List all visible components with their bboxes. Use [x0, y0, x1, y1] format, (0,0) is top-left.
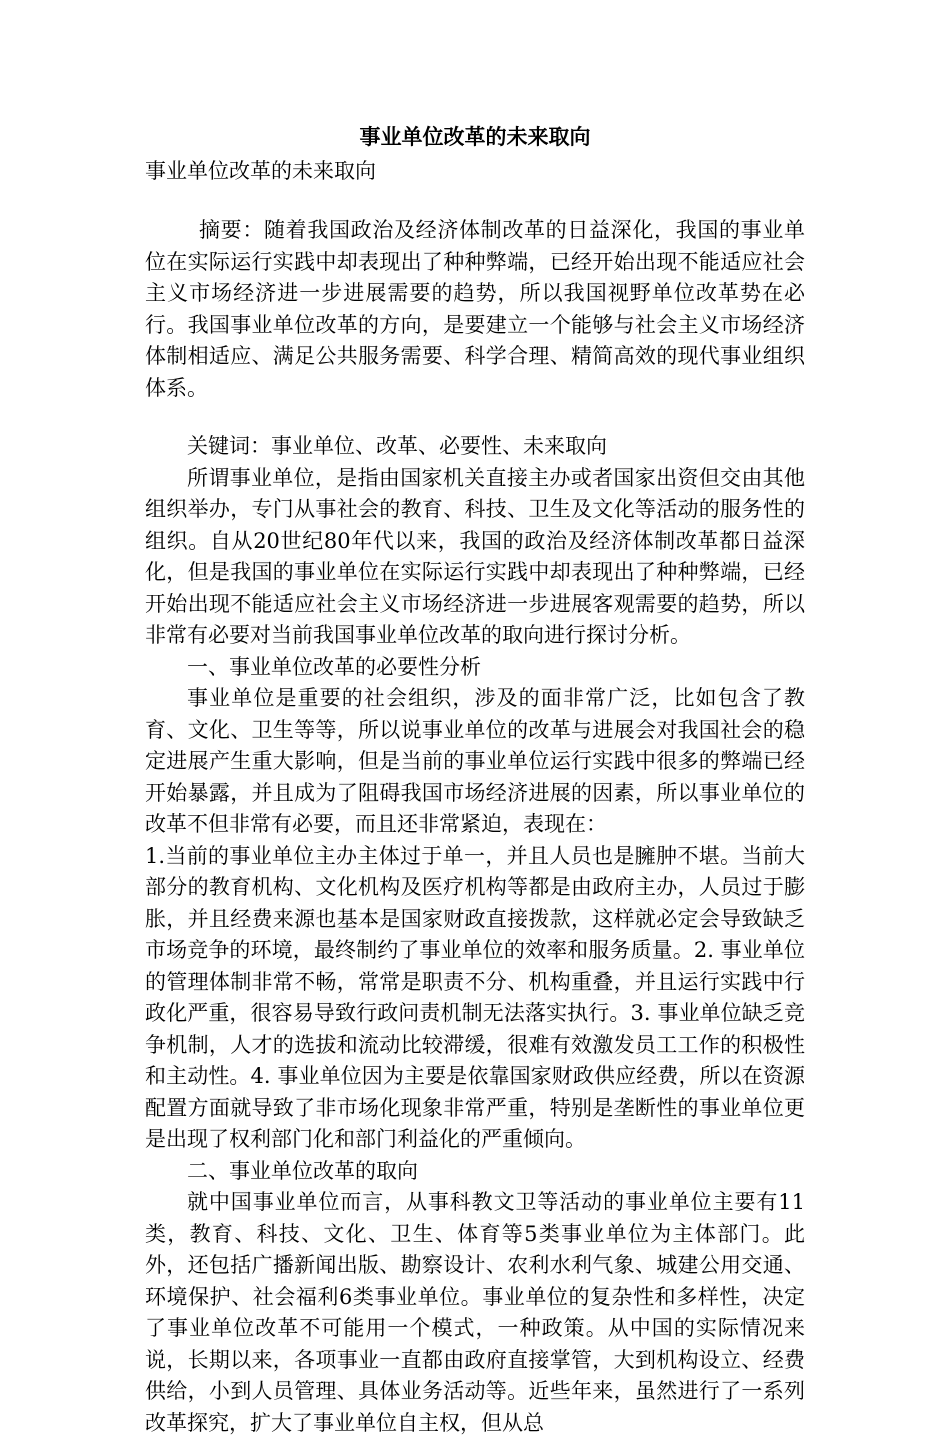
section-heading-orientation: 二、事业单位改革的取向 — [187, 1158, 418, 1183]
document-title: 事业单位改革的未来取向 — [359, 124, 591, 149]
intro-paragraph: 所谓事业单位，是指由国家机关直接主办或者国家出资但交由其他组织举办，专门从事社会的教育、科技、卫生及文化等活动的服务性的组织。自从20世纪80年代以来，我国的政治及经济体制改革都日益深化，但是我国的事业单位在实际运行实践中却表现出了种种弊端，已经开始出现不能适应社会主义市场经济进一步进展客观需要的趋势，所以非常有必要对当前我国事业单位改革的取向进行探讨分析。 — [145, 465, 805, 647]
necessity-paragraph: 事业单位是重要的社会组织，涉及的面非常广泛，比如包含了教育、文化、卫生等等，所以说事业单位的改革与进展会对我国社会的稳定进展产生重大影响，但是当前的事业单位运行实践中很多的弊端已经开始暴露，并且成为了阻碍我国市场经济进展的因素，所以事业单位的改革不但非常有必要，而且还非常紧迫，表现在： — [145, 686, 805, 836]
orientation-paragraph: 就中国事业单位而言，从事科教文卫等活动的事业单位主要有11类，教育、科技、文化、卫生、体育等5类事业单位为主体部门。此外，还包括广播新闻出版、勘察设计、农利水利气象、城建公用交通、环境保护、社会福利6类事业单位。事业单位的复杂性和多样性，决定了事业单位改革不可能用一个模式，一种政策。从中国的实际情况来说，长期以来，各项事业一直都由政府直接掌管，大到机构设立、经费供给，小到人员管理、具体业务活动等。近些年来，虽然进行了一系列改革探究，扩大了事业单位自主权，但从总 — [145, 1190, 805, 1435]
document-page — [145, 120, 805, 1439]
necessity-points-paragraph: 1.当前的事业单位主办主体过于单一，并且人员也是臃肿不堪。当前大部分的教育机构、文化机构及医疗机构等都是由政府主办，人员过于膨胀，并且经费来源也基本是国家财政直接拨款，这样就必定会导致缺乏市场竞争的环境，最终制约了事业单位的效率和服务质量。2. 事业单位的管理体制非常不畅，常常是职责不分、机构重叠，并且运行实践中行政化严重，很容易导致行政问责机制无法落实执行。3. 事业单位缺乏竞争机制，人才的选拔和流动比较滞缓，很难有效激发员工工作的积极性和主动性。4. 事业单位因为主要是依靠国家财政供应经费，所以在资源配置方面就导致了非市场化现象非常严重，特别是垄断性的事业单位更是出现了权利部门化和部门利益化的严重倾向。 — [145, 843, 805, 1151]
section-heading-necessity: 一、事业单位改革的必要性分析 — [187, 654, 481, 679]
abstract-paragraph: 摘要：随着我国政治及经济体制改革的日益深化，我国的事业单位在实际运行实践中却表现出了种种弊端，已经开始出现不能适应社会主义市场经济进一步进展需要的趋势，所以我国视野单位改革势在必行。我国事业单位改革的方向，是要建立一个能够与社会主义市场经济体制相适应、满足公共服务需要、科学合理、精简高效的现代事业组织体系。 — [145, 218, 805, 400]
keywords-line: 关键词：事业单位、改革、必要性、未来取向 — [187, 434, 607, 458]
blank-line — [145, 188, 805, 215]
document-subtitle: 事业单位改革的未来取向 — [145, 159, 376, 183]
blank-line — [145, 404, 805, 431]
